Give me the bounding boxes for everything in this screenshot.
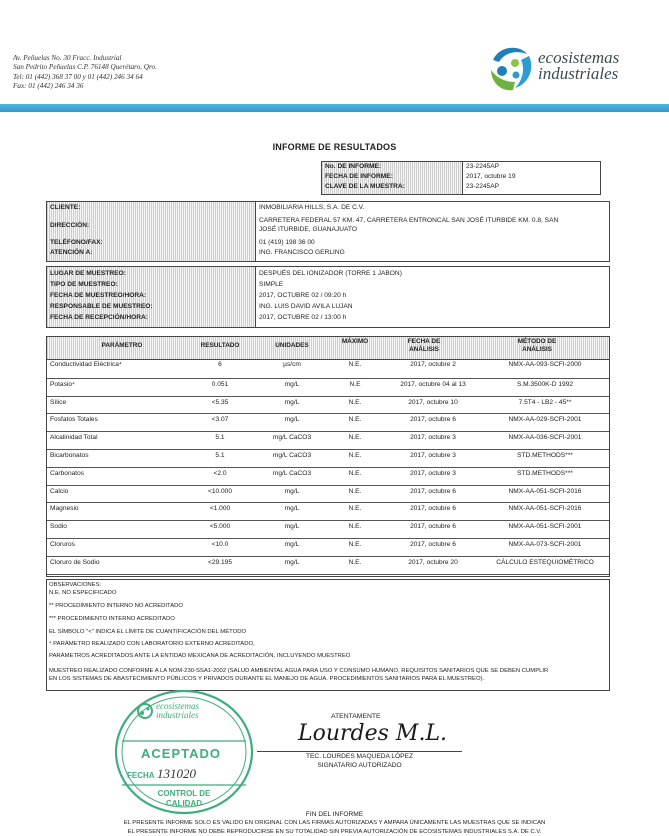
observation-line: ** PROCEDIMIENTO INTERNO NO ACREDITADO [49,603,183,610]
sampling-place-label: LUGAR DE MUESTREO: [50,270,126,277]
signatory-role: SIGNATARIO AUTORIZADO [317,762,402,769]
cell-max: N.E. [348,452,362,459]
footer-disclaimer: EL PRESENTE INFORME SOLO ES VALIDO EN ORIGINAL CON LAS FIRMAS AUTORIZADAS Y AMPARA ÚNICAMENTE LAS MUESTRAS QUE SE INDICAN [123,820,546,826]
observations-title: OBSERVACIONES: [49,582,102,588]
stamp-status: ACEPTADO [141,746,221,761]
quality-control-stamp [113,689,255,816]
cell-parameter: Alcalinidad Total [50,434,98,442]
observations-list [49,589,548,683]
cell-max: N.E. [348,541,362,548]
cell-result: <10.000 [207,487,233,495]
address-line: San Pedrito Peñuelas C.P. 76148 Querétaro, Qro. [13,63,157,72]
cell-method: NMX-AA-036-SCFI-2001 [508,434,582,442]
signatory-name: TEC. LOURDES MAQUEDA LÓPEZ [306,753,413,760]
address-line: Av. Peñuelas No. 30 Fracc. Industrial [13,54,122,62]
table-row [47,413,609,432]
cell-parameter: Potasio⁴ [50,380,75,388]
cell-max: N.E. [348,558,362,566]
cell-date: 2017, octubre 6 [410,487,456,495]
sample-key-label: CLAVE DE LA MUESTRA: [325,183,405,190]
sampling-info-box [46,266,610,328]
address-line: Tel: 01 (442) 368 37 00 y 01 (442) 246 34 64 [13,72,143,81]
cell-date: 2017, octubre 3 [410,452,456,459]
cell-method: STD.METHODS*** [517,452,573,459]
cell-date: 2017, octubre 04 al 13 [400,380,466,388]
client-info-box [46,201,610,262]
cell-result: <29.195 [207,558,233,566]
cell-method: NMX-AA-029-SCFI-2001 [508,416,582,424]
cell-units: mg/L [284,487,300,495]
logo-text: ecosistemas [538,48,620,67]
cell-units: mg/L [284,505,300,513]
signature-line [257,751,462,752]
cell-units: µs/cm [283,361,301,368]
report-number-value: 23-2245AP [466,163,499,170]
sampling-type-value: SIMPLE [259,281,284,288]
sampling-type-label: TIPO DE MUESTREO: [50,281,118,288]
cell-result: <1.000 [209,505,231,513]
reception-date-label: FECHA DE RECEPCIÓN/HORA: [50,314,148,321]
cell-max: N.E. [348,416,362,424]
logo-swirl-icon [485,40,537,96]
stamp-date-value: 131020 [157,766,196,781]
cell-result: 0.051 [211,380,229,388]
cell-parameter: Carbonatos [50,469,85,477]
cell-units: mg/L [284,416,300,424]
cell-method: STD.METHODS*** [517,469,573,477]
cell-parameter: Sodio [50,523,67,531]
page-title: INFORME DE RESULTADOS [272,142,397,152]
col-header-parameter: PARÁMETRO [101,342,143,349]
table-row [47,378,609,397]
sampling-date-value: 2017, OCTUBRE 02 / 09:20 h [259,292,347,299]
cell-method: S.M.3500K-D 1992 [516,380,574,388]
address-value: CARRETERA FEDERAL 57 KM. 47, CARRETERA ENTRONCAL SAN JOSÉ ITURBIDE KM. 0.8, SAN [259,217,559,224]
cell-result: 5.1 [215,434,225,442]
cell-result: <2.0 [213,469,227,477]
cell-parameter: Calcio [50,487,69,495]
cell-date: 2017, octubre 6 [410,541,456,548]
header-accent-bar [0,104,669,112]
cell-max: N.E. [348,434,362,442]
sampling-responsible-label: RESPONSABLE DE MUESTREO: [50,303,153,310]
address-value: JOSÉ ITURBIDE, GUANAJUATO [259,226,357,233]
cell-result: <10.0 [211,541,229,548]
table-row [47,396,609,415]
cell-max: N.E. [348,361,362,368]
cell-units: mg/L CaCO3 [272,434,312,442]
client-value: INMOBILIARIA HILLS, S.A. DE C.V. [259,204,365,211]
stamp-brand: ecosistemas [156,701,199,711]
observation-line: MUESTREO REALIZADO CONFORME A LA NOM-230-SSA1-2002 (SALUD AMBIENTAL AGUA PARA USO Y CONSUMO HUMANO, REQUISITOS SANITARIOS QUE SE DEBEN CUMPLIR [49,667,549,674]
cell-units: mg/L [284,523,300,531]
attention-value: ING. FRANCISCO GERLING [259,249,345,256]
company-logo [485,40,660,100]
cell-parameter: Sílice [50,398,67,406]
cell-units: mg/L CaCO3 [272,452,312,459]
client-label: CLIENTE: [50,204,81,211]
cell-method: CÁLCULO ESTEQUIOMÉTRICO [496,558,594,566]
table-row [47,360,609,379]
cell-method: NMX-AA-051-SCFI-2016 [508,487,582,495]
cell-result: 5.1 [215,452,225,459]
col-header-max: MÁXIMO [341,338,369,345]
cell-units: mg/L [284,398,300,406]
report-date-value: 2017, octubre 19 [466,173,516,180]
report-number-label: No. DE INFORME: [325,163,382,170]
observation-line: N.E. NO ESPECIFICADO [49,590,117,596]
phone-value: 01 (419) 198 36 00 [259,239,315,246]
handwritten-signature: Lourdes M.L. [298,721,448,746]
observations-box [46,579,610,691]
cell-date: 2017, octubre 6 [410,416,456,424]
cell-parameter: Bicarbonatos [50,452,89,459]
sampling-place-value: DESPUÉS DEL IONIZADOR (TORRE 1 JABON) [259,270,402,277]
cell-max: N.E [349,380,361,388]
report-date-label: FECHA DE INFORME: [325,173,393,180]
col-header-units: UNIDADES [275,342,309,349]
table-row [47,502,609,521]
cell-date: 2017, octubre 2 [410,361,456,368]
table-row [47,485,609,504]
cell-date: 2017, octubre 6 [410,505,456,513]
cell-method: NMX-AA-051-SCFI-2016 [508,505,582,513]
observation-line: EL SÍMBOLO "<" INDICA EL LÍMITE DE CUANTIFICACIÓN DEL MÉTODO [49,629,247,636]
cell-method: 7.5T4 - LB2 - 45** [518,398,572,406]
reception-date-value: 2017, OCTUBRE 02 / 13:00 h [259,314,347,321]
observation-line: PARÁMETROS ACREDITADOS ANTE LA ENTIDAD MEXICANA DE ACREDITACIÓN, INCLUYENDO MUESTREO [49,653,351,660]
cell-method: NMX-AA-093-SCFI-2000 [508,361,582,368]
end-of-report: FIN DEL INFORME [305,811,364,818]
table-row [47,556,609,575]
cell-parameter: Cloruro de Sodio [50,558,100,566]
results-table [46,336,610,577]
cell-max: N.E. [348,523,362,531]
cell-parameter: Fosfatos Totales [50,416,98,424]
table-row [47,520,609,539]
sample-key-value: 23-2245AP [466,183,499,190]
cell-max: N.E. [348,505,362,513]
results-table-body [47,360,609,574]
table-row [47,449,609,468]
cell-parameter: Cloruros [50,541,75,548]
address-label: DIRECCIÓN: [50,222,90,229]
sampling-responsible-value: ING. LUIS DAVID AVILA LUJAN [259,303,353,310]
stamp-quality-text: CONTROL DE CALIDAD [157,789,211,808]
col-header-date: FECHA DE ANÁLISIS [407,338,441,353]
cell-result: <5.35 [211,398,229,406]
cell-result: <5.000 [209,523,231,531]
sincerely-text: ATENTAMENTE [331,713,381,720]
cell-date: 2017, octubre 6 [410,523,456,531]
cell-result: 6 [218,361,222,368]
table-row [47,538,609,557]
cell-max: N.E. [348,487,362,495]
sampling-date-label: FECHA DE MUESTREO/HORA: [50,292,147,299]
observation-line: EN LOS SISTEMAS DE ABASTECIMIENTO PÚBLICOS Y PRIVADOS DURANTE EL MANEJO DE AGUA. PROCEDIMIENTOS SANITARIOS PARA EL MUESTREO). [49,675,485,682]
cell-units: mg/L [284,541,300,548]
cell-parameter: Conductividad Eléctrica⁴ [50,361,122,368]
table-row [47,431,609,450]
cell-units: mg/L [284,380,300,388]
cell-max: N.E. [348,398,362,406]
cell-parameter: Magnesio [50,505,79,513]
cell-date: 2017, octubre 10 [408,398,458,406]
cell-result: <3.07 [211,416,229,424]
cell-date: 2017, octubre 3 [410,469,456,477]
col-header-result: RESULTADO [200,342,240,349]
cell-method: NMX-AA-051-SCFI-2001 [508,523,582,531]
phone-label: TELÉFONO/FAX: [50,239,103,246]
stamp-brand: industriales [156,710,199,720]
logo-text: industriales [538,64,619,83]
observation-line: *** PROCEDIMIENTO INTERNO ACREDITADO [49,616,175,623]
cell-units: mg/L CaCO3 [272,469,312,477]
stamp-date-label: FECHA [127,771,155,780]
company-address [13,54,157,91]
col-header-method: MÉTODO DE ANÁLISIS [517,338,557,353]
cell-units: mg/L [284,558,300,566]
address-line: Fax: 01 (442) 246 34 36 [13,81,84,90]
cell-method: NMX-AA-073-SCFI-2001 [508,541,582,548]
cell-date: 2017, octubre 20 [408,558,458,566]
footer-disclaimer: EL PRESENTE INFORME NO DEBE REPRODUCIRSE EN SU TOTALIDAD SIN PREVIA AUTORIZACIÓN DE ECOSISTEMAS INDUSTRIALES S.A. DE C.V. [127,829,542,835]
report-info-box [321,161,601,195]
cell-date: 2017, octubre 3 [410,434,456,442]
table-row [47,467,609,486]
observation-line: ⁴ PARÁMETRO REALIZADO CON LABORATORIO EXTERNO ACREDITADO, [49,641,255,648]
attention-label: ATENCIÓN A: [50,249,93,256]
cell-max: N.E. [348,469,362,477]
